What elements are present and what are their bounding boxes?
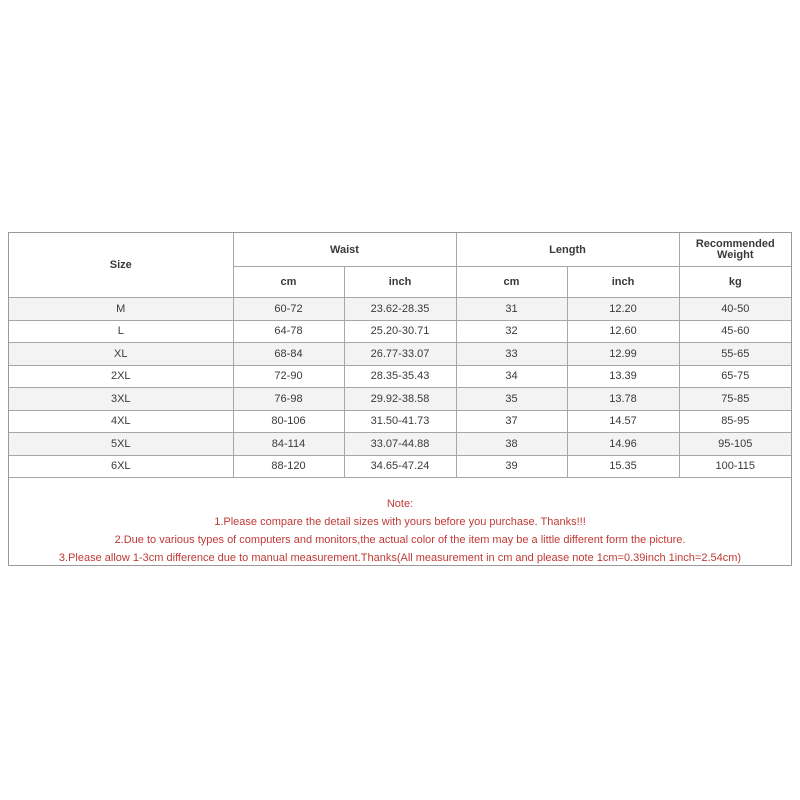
length-inch-cell: 14.96 [567,433,679,456]
size-cell: 6XL [9,455,233,478]
length-inch-cell: 13.39 [567,365,679,388]
length-cm-cell: 39 [456,455,567,478]
weight-header-label: Recommended Weight [695,237,775,261]
note-line-1: 1.Please compare the detail sizes with yours before you purchase. Thanks!!! [214,516,586,528]
table-row [9,388,791,411]
waist-cm-cell: 64-78 [233,320,344,343]
length-inch-cell: 15.35 [567,455,679,478]
waist-inch-cell: 29.92-38.58 [344,388,456,411]
length-cm-cell: 38 [456,433,567,456]
waist-inch-cell: 28.35-35.43 [344,365,456,388]
length-cm-cell: 37 [456,410,567,433]
size-cell: M [9,298,233,321]
weight-cell: 55-65 [679,343,791,366]
length-inch-cell: 12.60 [567,320,679,343]
weight-unit-header: kg [679,267,791,298]
waist-cm-header: cm [233,267,344,298]
length-cm-cell: 33 [456,343,567,366]
size-cell: 2XL [9,365,233,388]
length-inch-cell: 13.78 [567,388,679,411]
length-inch-header: inch [567,267,679,298]
size-header: Size [9,233,233,298]
weight-cell: 40-50 [679,298,791,321]
length-inch-cell: 14.57 [567,410,679,433]
weight-cell: 100-115 [679,455,791,478]
size-cell: L [9,320,233,343]
waist-inch-cell: 33.07-44.88 [344,433,456,456]
length-cm-cell: 32 [456,320,567,343]
table-row [9,433,791,456]
size-chart [8,232,792,566]
length-inch-cell: 12.99 [567,343,679,366]
table-row [9,298,791,321]
waist-inch-cell: 25.20-30.71 [344,320,456,343]
waist-inch-cell: 31.50-41.73 [344,410,456,433]
waist-cm-cell: 88-120 [233,455,344,478]
table-row [9,410,791,433]
size-table [9,233,791,478]
notes-section [9,477,791,566]
waist-inch-cell: 23.62-28.35 [344,298,456,321]
length-header: Length [456,233,679,267]
length-cm-header: cm [456,267,567,298]
length-cm-cell: 34 [456,365,567,388]
waist-inch-header: inch [344,267,456,298]
waist-cm-cell: 84-114 [233,433,344,456]
waist-inch-cell: 26.77-33.07 [344,343,456,366]
length-cm-cell: 35 [456,388,567,411]
weight-header [679,233,791,267]
waist-cm-cell: 76-98 [233,388,344,411]
table-row [9,365,791,388]
header-row [9,233,791,267]
table-body [9,298,791,478]
weight-cell: 75-85 [679,388,791,411]
weight-cell: 95-105 [679,433,791,456]
table-row [9,320,791,343]
weight-cell: 45-60 [679,320,791,343]
note-title: Note: [386,498,414,510]
waist-cm-cell: 68-84 [233,343,344,366]
waist-cm-cell: 80-106 [233,410,344,433]
table-row [9,455,791,478]
size-cell: 4XL [9,410,233,433]
note-line-3: 3.Please allow 1-3cm difference due to manual measurement.Thanks(All measurement in cm and please note 1cm=0.39inch 1inch=2.54cm) [58,552,742,564]
waist-cm-cell: 72-90 [233,365,344,388]
weight-cell: 85-95 [679,410,791,433]
length-cm-cell: 31 [456,298,567,321]
waist-cm-cell: 60-72 [233,298,344,321]
size-cell: 3XL [9,388,233,411]
size-cell: XL [9,343,233,366]
waist-inch-cell: 34.65-47.24 [344,455,456,478]
size-cell: 5XL [9,433,233,456]
waist-header: Waist [233,233,456,267]
length-inch-cell: 12.20 [567,298,679,321]
table-row [9,343,791,366]
weight-cell: 65-75 [679,365,791,388]
note-line-2: 2.Due to various types of computers and monitors,the actual color of the item may be a little different form the picture. [114,534,686,546]
